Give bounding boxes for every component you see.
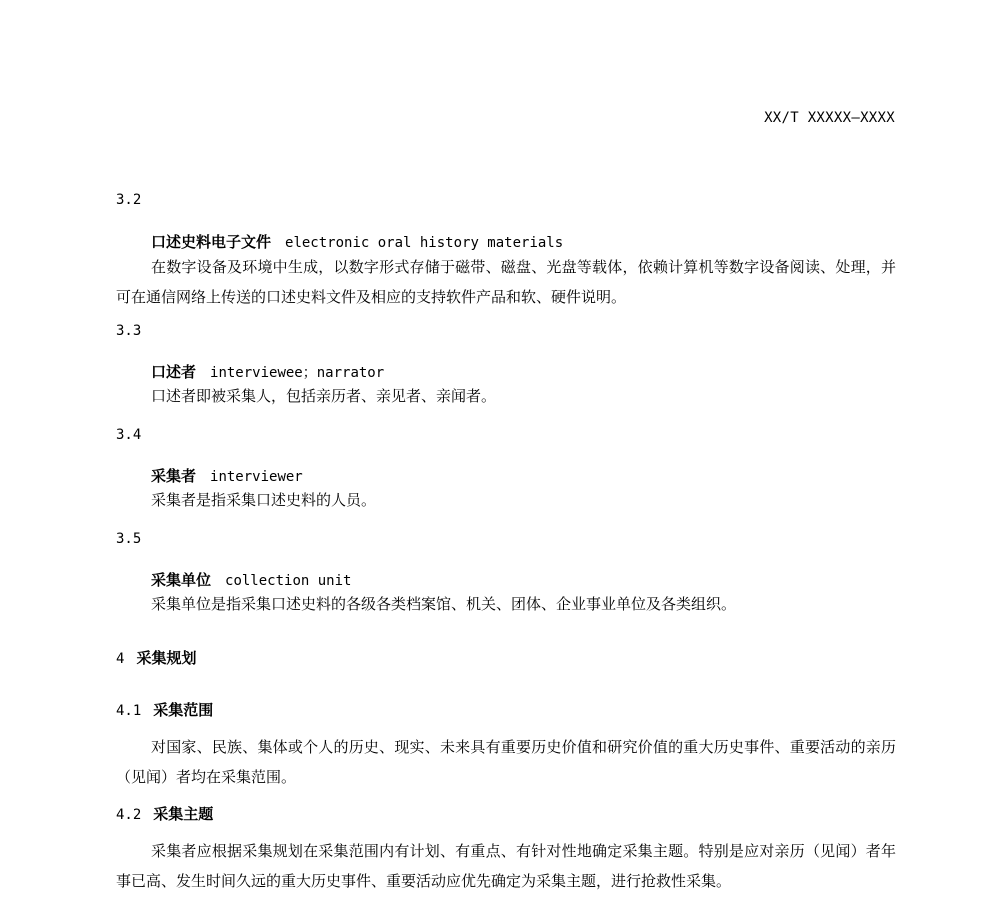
term-heading <box>151 231 563 252</box>
chapter-heading <box>116 647 196 668</box>
term-en: interviewer <box>210 469 303 485</box>
term-definition: 采集者是指采集口述史料的人员。 <box>151 491 377 509</box>
term-definition: 口述者即被采集人，包括亲历者、亲见者、亲闻者。 <box>151 387 497 405</box>
section-heading <box>116 699 213 720</box>
section-title: 采集范围 <box>153 701 214 719</box>
term-number: 3.5 <box>116 531 142 547</box>
chapter-title: 采集规划 <box>136 649 197 667</box>
term-number: 3.3 <box>116 323 142 339</box>
term-heading <box>151 361 384 382</box>
section-number: 4.2 <box>116 807 142 823</box>
term-number: 3.4 <box>116 427 142 443</box>
section-text: 对国家、民族、集体或个人的历史、现实、未来具有重要历史价值和研究价值的重大历史事件、重要活动的亲历（见闻）者均在采集范围。 <box>116 738 896 786</box>
section-heading <box>116 803 213 824</box>
term-en: interviewee；narrator <box>210 365 385 381</box>
term-definition: 在数字设备及环境中生成，以数字形式存储于磁带、磁盘、光盘等载体，依赖计算机等数字设备阅读、处理，并可在通信网络上传送的口述史料文件及相应的支持软件产品和软、硬件说明。 <box>116 258 896 306</box>
chapter-number: 4 <box>116 651 125 667</box>
section-number: 4.1 <box>116 703 142 719</box>
term-cn: 采集者 <box>151 467 197 485</box>
term-cn: 口述者 <box>151 363 197 381</box>
term-en: electronic oral history materials <box>285 235 564 251</box>
term-heading <box>151 465 303 486</box>
term-cn: 采集单位 <box>151 571 212 589</box>
term-number: 3.2 <box>116 192 142 208</box>
term-definition: 采集单位是指采集口述史料的各级各类档案馆、机关、团体、企业事业单位及各类组织。 <box>151 595 737 613</box>
term-cn: 口述史料电子文件 <box>151 233 272 251</box>
section-text: 采集者应根据采集规划在采集范围内有计划、有重点、有针对性地确定采集主题。特别是应对亲历（见闻）者年事已高、发生时间久远的重大历史事件、重要活动应优先确定为采集主题，进行抢救性采集。 <box>116 842 896 890</box>
standard-code: XX/T XXXXX—XXXX <box>764 110 895 126</box>
term-heading <box>151 569 351 590</box>
term-en: collection unit <box>225 573 352 589</box>
section-title: 采集主题 <box>153 805 214 823</box>
